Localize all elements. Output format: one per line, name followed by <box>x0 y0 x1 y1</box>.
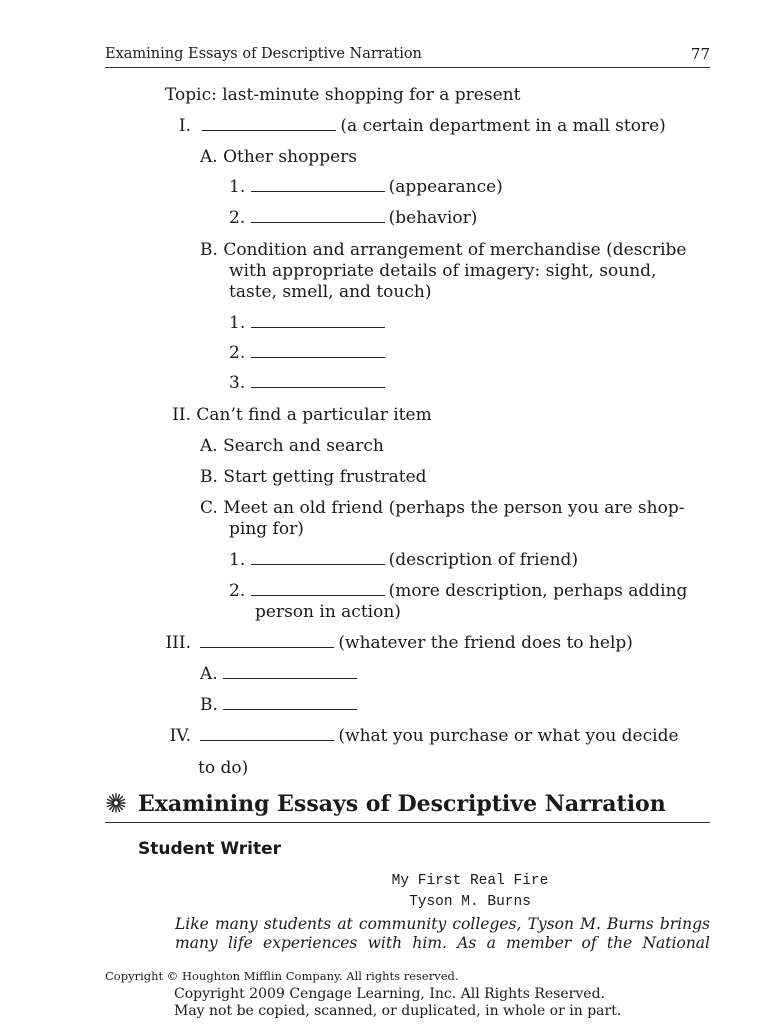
outline-item-II <box>165 405 432 426</box>
outline-label: B. <box>200 695 218 715</box>
outline-item-IIC2 <box>229 581 687 602</box>
essay-intro-line: Like many students at community colleges, Tyson M. Burns brings <box>175 915 710 933</box>
copyright-line: May not be copied, scanned, or duplicated, in whole or in part. <box>174 1003 622 1019</box>
copyright-notice: Copyright © Houghton Mifflin Company. All rights reserved. <box>105 969 459 983</box>
outline-item-IIA <box>200 436 384 457</box>
outline-item-IB1 <box>229 313 389 334</box>
outline-text-continued: with appropriate details of imagery: sight, sound, <box>229 261 657 281</box>
outline-item-IA2 <box>229 208 477 229</box>
outline-note: (what you purchase or what you decide <box>338 726 679 746</box>
fill-in-blank <box>251 345 385 358</box>
section-title: Examining Essays of Descriptive Narration <box>138 791 666 817</box>
outline-label: 1. <box>229 313 246 333</box>
outline-topic: Topic: last-minute shopping for a present <box>165 85 521 105</box>
outline-label: B. <box>200 240 218 260</box>
outline-item-IB2 <box>229 343 389 364</box>
fill-in-blank <box>251 315 385 328</box>
outline-text: Search and search <box>223 436 384 456</box>
outline-item-IA1 <box>229 177 503 198</box>
outline-label: A. <box>200 436 218 456</box>
outline-note: (behavior) <box>388 208 478 228</box>
outline-text-continued: taste, smell, and touch) <box>229 282 432 302</box>
fill-in-blank <box>200 728 334 741</box>
outline-text: Start getting frustrated <box>223 467 427 487</box>
outline-item-IV <box>162 726 679 747</box>
page-number: 77 <box>690 45 710 63</box>
outline-label: III. <box>165 633 191 653</box>
outline-note: (whatever the friend does to help) <box>338 633 633 653</box>
outline-label: 2. <box>229 343 246 363</box>
essay-author: Tyson M. Burns <box>409 894 531 910</box>
outline-item-IIC <box>200 498 684 519</box>
outline-text-continued: to do) <box>198 758 249 778</box>
outline-label: C. <box>200 498 218 518</box>
essay-title: My First Real Fire <box>391 873 549 889</box>
outline-label: 3. <box>229 373 246 393</box>
outline-text: Condition and arrangement of merchandise (describe <box>223 240 687 260</box>
outline-item-IIIA <box>200 664 361 685</box>
fill-in-blank <box>251 583 385 596</box>
fill-in-blank <box>200 635 334 648</box>
section-divider <box>105 822 710 823</box>
outline-item-IB <box>200 240 686 261</box>
running-title: Examining Essays of Descriptive Narration <box>105 46 422 62</box>
outline-text-continued: person in action) <box>255 602 401 622</box>
outline-label: IV. <box>169 726 191 746</box>
outline-label: A. <box>200 664 218 684</box>
outline-label: II. <box>172 405 191 425</box>
fill-in-blank <box>251 210 385 223</box>
outline-item-IIC1 <box>229 550 578 571</box>
outline-item-I <box>165 116 666 137</box>
outline-text: Can’t find a particular item <box>196 405 432 425</box>
outline-label: B. <box>200 467 218 487</box>
outline-note: (description of friend) <box>388 550 579 570</box>
outline-label: I. <box>178 116 191 136</box>
outline-label: 1. <box>229 550 246 570</box>
section-subtitle: Student Writer <box>138 839 282 859</box>
copyright-line: Copyright 2009 Cengage Learning, Inc. All Rights Reserved. <box>174 986 605 1002</box>
outline-item-III <box>162 633 633 654</box>
fill-in-blank <box>251 552 385 565</box>
outline-note: (more description, perhaps adding <box>388 581 688 601</box>
outline-text: Meet an old friend (perhaps the person you are shop- <box>223 498 685 518</box>
fill-in-blank <box>202 118 336 131</box>
outline-label: 2. <box>229 581 246 601</box>
outline-label: A. <box>200 147 218 167</box>
outline-item-IB3 <box>229 373 389 394</box>
outline-label: 2. <box>229 208 246 228</box>
outline-item-IIB <box>200 467 427 488</box>
outline-text: Other shoppers <box>223 147 357 167</box>
fill-in-blank <box>223 697 357 710</box>
fill-in-blank <box>251 375 385 388</box>
outline-text-continued: ping for) <box>229 519 304 539</box>
fill-in-blank <box>251 179 385 192</box>
outline-note: (appearance) <box>388 177 503 197</box>
sunburst-icon <box>105 792 127 819</box>
essay-intro-line: many life experiences with him. As a member of the National <box>175 934 710 952</box>
fill-in-blank <box>223 666 357 679</box>
outline-item-IIIB <box>200 695 361 716</box>
outline-item-IA <box>200 147 357 168</box>
header-divider <box>105 67 710 68</box>
outline-label: 1. <box>229 177 246 197</box>
outline-note: (a certain department in a mall store) <box>340 116 666 136</box>
